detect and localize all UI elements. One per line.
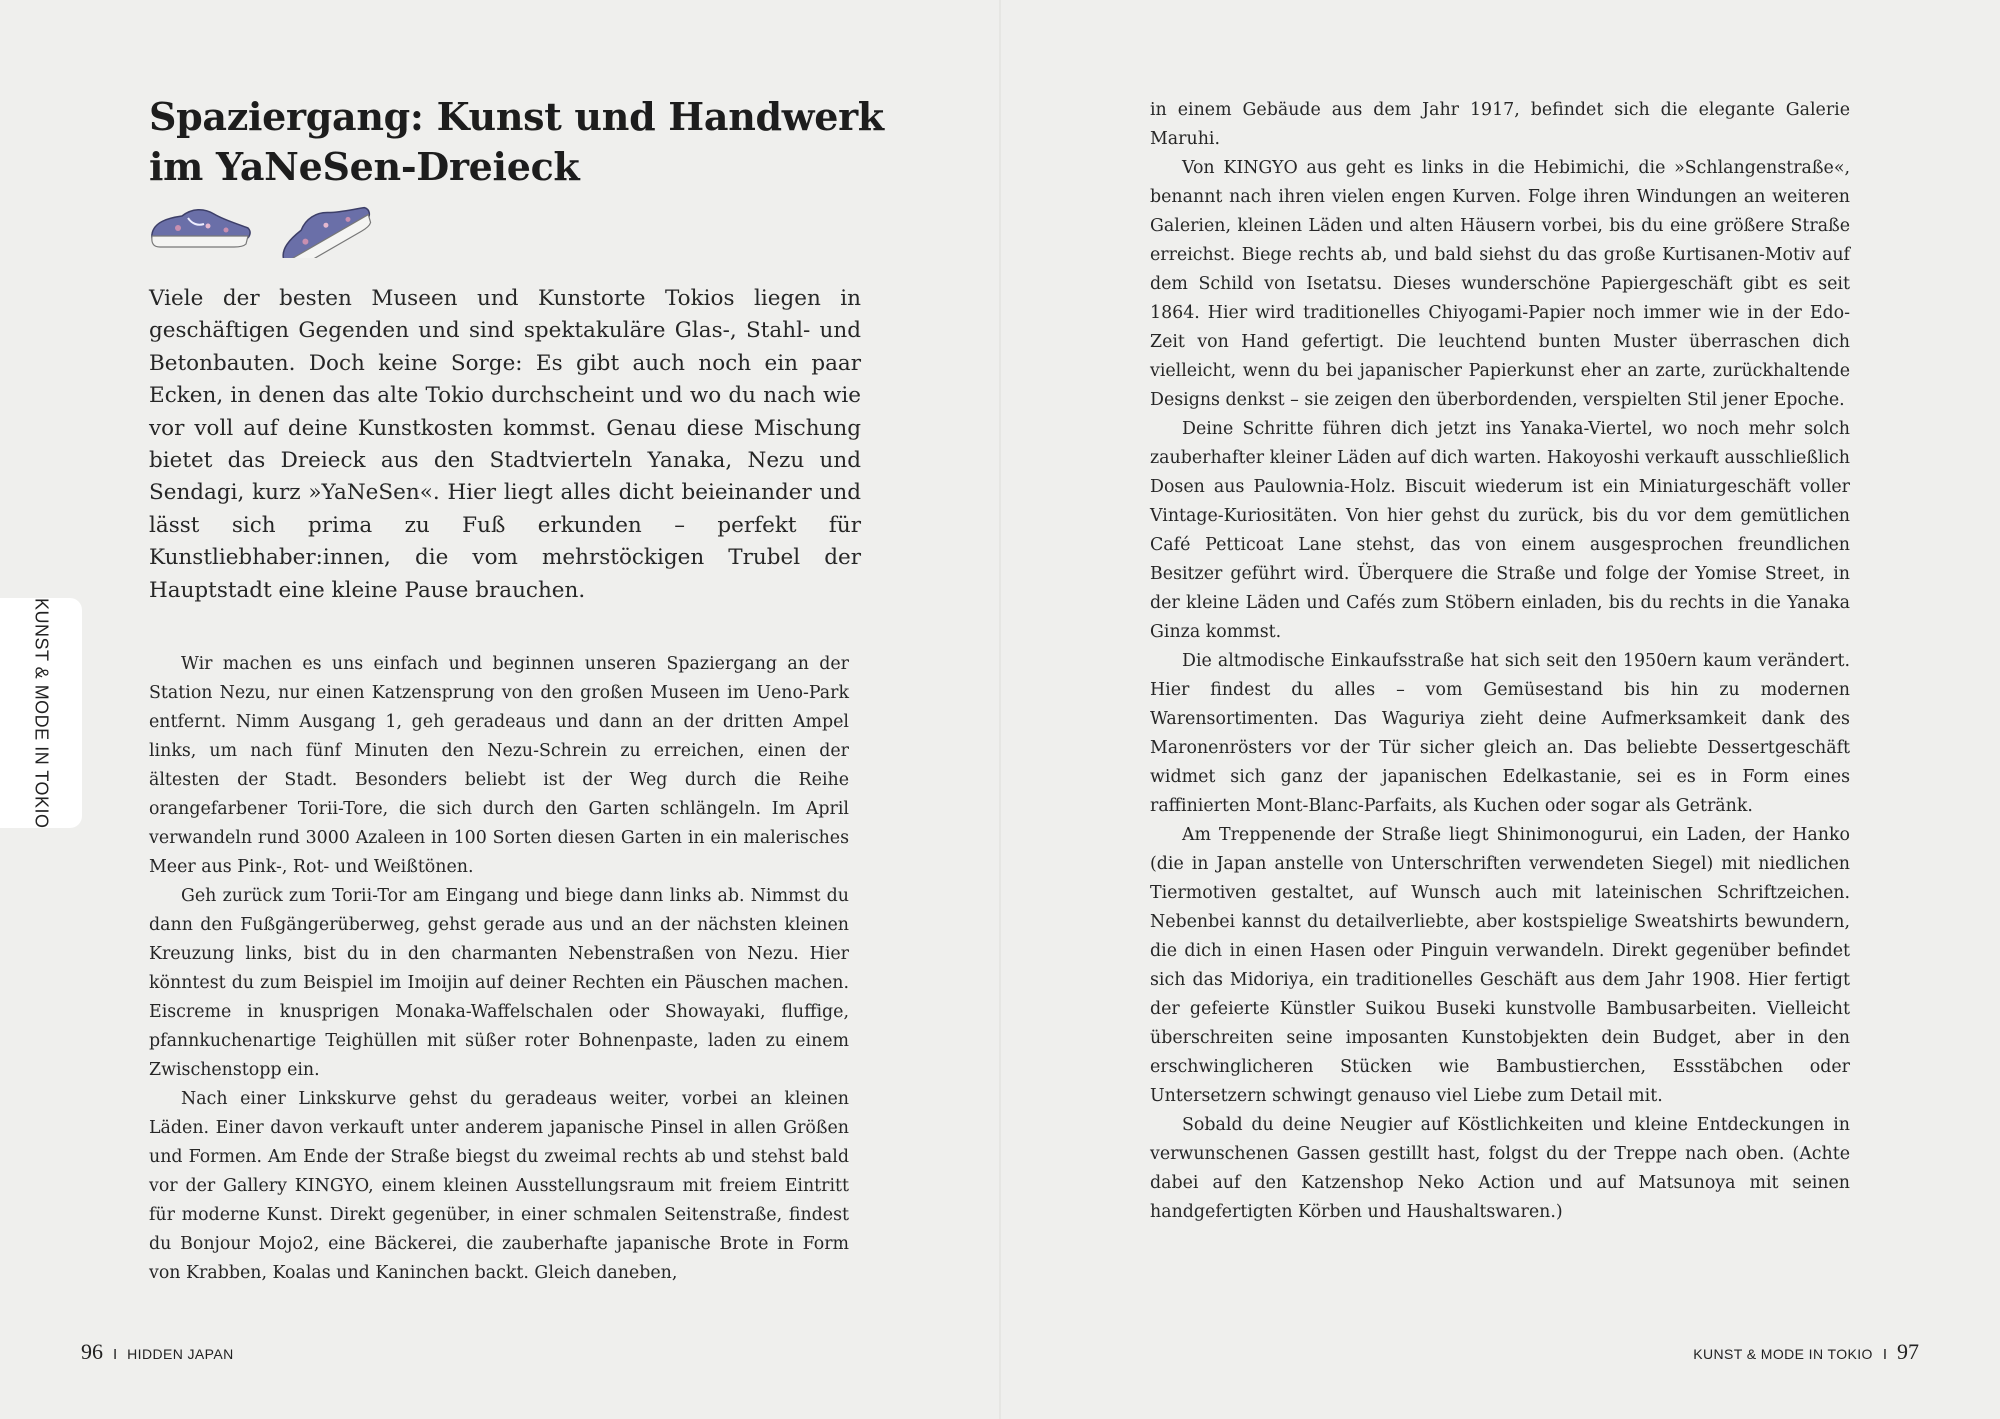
body-paragraph: Von KINGYO aus geht es links in die Hebimichi, die »Schlangenstraße«, benannt nach ihren vielen engen Kurven. Folge ihren Windungen an weiteren Galerien, kleinen Läden und alten Häusern vorbei, bis du eine größere Straße erreichst. Biege rechts ab, und bald siehst du das große Kurtisanen-Motiv auf dem Schild von Isetatsu. Dieses wunderschöne Papiergeschäft gibt es seit 1864. Hier wird traditionelles Chiyogami-Papier noch immer wie in der Edo-Zeit von Hand gefertigt. Die leuchtend bunten Muster überraschen dich vielleicht, wenn du bei japanischer Papierkunst eher an zarte, zurückhaltende Designs denkst – sie zeigen den überbordenden, verspielten Stil jener Epoche.	[1150, 158, 1850, 410]
body-paragraph: Am Treppenende der Straße liegt Shinimonogurui, ein Laden, der Hanko (die in Japan anstelle von Unterschriften verwendeten Siegel) mit niedlichen Tiermotiven gestaltet, auf Wunsch auch mit lateinischen Schriftzeichen. Nebenbei kannst du detailverliebte, aber kostspielige Sweatshirts bewundern, die dich in einen Hasen oder Pinguin verwandeln. Direkt gegenüber befindet sich das Midoriya, ein traditionelles Geschäft aus dem Jahr 1908. Hier fertigt der gefeierte Künstler Suikou Buseki kunstvolle Bambusarbeiten. Vielleicht überschreiten seine imposanten Kunstobjekten dein Budget, aber in den erschwinglicheren Stücken wie Bambustierchen, Essstäbchen oder Untersetzern schwingt genauso viel Liebe zum Detail mit.	[1150, 825, 1850, 1106]
footer-separator: I	[1882, 1346, 1887, 1363]
title-line-1: Spaziergang: Kunst und Handwerk	[149, 94, 884, 139]
footer-separator: I	[113, 1346, 118, 1363]
chapter-tab-label: KUNST & MODE IN TOKIO	[31, 597, 52, 829]
page-title	[149, 92, 909, 192]
page-number-left: 96	[81, 1339, 103, 1364]
body-paragraph: Sobald du deine Neugier auf Köstlichkeiten und kleine Entdeckungen in verwunschenen Gassen gestillt hast, folgst du der Treppe nach oben. (Achte dabei auf den Katzenshop Neko Action und auf Matsunoya mit seinen handgefertigten Körben und Haushaltswaren.)	[1150, 1115, 1850, 1222]
body-paragraph: Geh zurück zum Torii-Tor am Eingang und biege dann links ab. Nimmst du dann den Fußgängerüberweg, gehst gerade aus und an der nächsten kleinen Kreuzung links, bist du in den charmanten Nebenstraßen von Nezu. Hier könntest du zum Beispiel im Imoijin auf deiner Rechten ein Päuschen machen. Eiscreme in knusprigen Monaka-Waffelschalen oder Showayaki, fluffige, pfannkuchenartige Teighüllen mit süßer roter Bohnenpaste, laden zu einem Zwischenstopp ein.	[149, 886, 849, 1080]
chapter-tab	[0, 598, 82, 828]
body-paragraph: Wir machen es uns einfach und beginnen unseren Spaziergang an der Station Nezu, nur einen Katzensprung von den großen Museen im Ueno-Park entfernt. Nimm Ausgang 1, geh geradeaus und dann an der dritten Ampel links, um nach fünf Minuten den Nezu-Schrein zu erreichen, einen der ältesten der Stadt. Besonders beliebt ist der Weg durch die Reihe orangefarbener Torii-Tore, die sich durch den Garten schlängeln. Im April verwandeln rund 3000 Azaleen in 100 Sorten diesen Garten in ein malerisches Meer aus Pink-, Rot- und Weißtönen.	[149, 654, 849, 877]
right-sneaker-icon	[272, 191, 376, 258]
left-body-column	[149, 650, 849, 1288]
left-footer	[81, 1339, 234, 1365]
body-paragraph: Deine Schritte führen dich jetzt ins Yanaka-Viertel, wo noch mehr solch zauberhafter kleiner Läden auf dich warten. Hakoyoshi verkauft ausschließlich Dosen aus Paulownia-Holz. Biscuit wiederum ist ein Miniaturgeschäft voller Vintage-Kuriositäten. Von hier gehst du zurück, bis du vor dem gemütlichen Café Petticoat Lane stehst, das von einem ausgesprochen freundlichen Besitzer geführt wird. Überquere die Straße und folge der Yomise Street, in der kleine Läden und Cafés zum Stöbern einladen, bis du rechts in die Yanaka Ginza kommst.	[1150, 419, 1850, 642]
page-number-right: 97	[1897, 1339, 1919, 1364]
right-footer	[1693, 1339, 1919, 1365]
body-paragraph: Nach einer Linkskurve gehst du geradeaus weiter, vorbei an kleinen Läden. Einer davon verkauft unter anderem japanische Pinsel in allen Größen und Formen. Am Ende der Straße biegst du zweimal rechts ab und stehst bald vor der Gallery KINGYO, einem kleinen Ausstellungsraum mit freiem Eintritt für moderne Kunst. Direkt gegenüber, in einer schmalen Seitenstraße, findest du Bonjour Mojo2, eine Bäckerei, die zauberhafte japanische Brote in Form von Krabben, Koalas und Kaninchen backt. Gleich daneben,	[149, 1089, 849, 1283]
body-paragraph-continued: in einem Gebäude aus dem Jahr 1917, befindet sich die elegante Galerie Maruhi.	[1150, 100, 1850, 149]
running-head-left: HIDDEN JAPAN	[127, 1346, 234, 1362]
title-line-2: im YaNeSen-Dreieck	[149, 144, 580, 189]
running-head-right: KUNST & MODE IN TOKIO	[1693, 1346, 1873, 1362]
body-paragraph: Die altmodische Einkaufsstraße hat sich seit den 1950ern kaum verändert. Hier findest du alles – vom Gemüsestand bis hin zu modernen Warensortimenten. Das Waguriya zieht deine Aufmerksamkeit dank des Maronenrösters vor der Tür sicher gleich an. Das beliebte Dessertgeschäft widmet sich ganz der japanischen Edelkastanie, sei es in Form eines raffinierten Mont-Blanc-Parfaits, als Kuchen oder sogar als Getränk.	[1150, 651, 1850, 816]
right-body-column	[1150, 96, 1850, 1227]
sneakers-illustration-icon	[148, 178, 378, 258]
right-page	[1000, 0, 2000, 1419]
left-sneaker-icon	[152, 210, 250, 247]
intro-paragraph: Viele der besten Museen und Kunstorte Tokios liegen in geschäftigen Gegenden und sind spektakuläre Glas-, Stahl- und Betonbauten. Doch keine Sorge: Es gibt auch noch ein paar Ecken, in denen das alte Tokio durchscheint und wo du nach wie vor voll auf deine Kunstkosten kommst. Genau diese Mischung bietet das Dreieck aus den Stadtvierteln Yanaka, Nezu und Sendagi, kurz »YaNeSen«. Hier liegt alles dicht beieinander und lässt sich prima zu Fuß erkunden – perfekt für Kunstliebhaber:innen, die vom mehrstöckigen Trubel der Hauptstadt eine kleine Pause brauchen.	[149, 286, 861, 603]
